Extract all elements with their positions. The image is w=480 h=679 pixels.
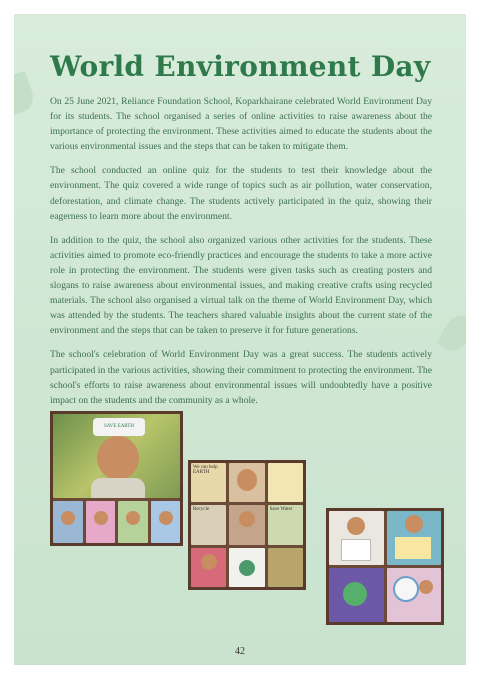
photo-collage-3 bbox=[326, 508, 444, 625]
photo-girl-with-poster bbox=[329, 511, 384, 565]
photo-child-with-poster bbox=[229, 505, 264, 544]
poster-tile: We can help EARTH bbox=[191, 463, 226, 502]
article-body bbox=[50, 94, 432, 417]
photo-boy-with-hat bbox=[53, 414, 180, 498]
hat-text: SAVE EARTH bbox=[93, 418, 145, 436]
paragraph-3: In addition to the quiz, the school also organized various other activities for the students. These activities aimed to promote eco-friendly practices and encourage the students to take a more active role in protecting the environment. The students were given tasks such as creating posters and slogans to raise awareness about environmental issues, and making creative crafts using recycled materials. The school also organised a virtual talk on the theme of World Environment Day, which was attended by the students. The teachers shared valuable insights about the current state of the environment and the steps that can be taken to preserve it for future generations. bbox=[50, 234, 432, 337]
photo-collage-1 bbox=[50, 411, 183, 546]
page-number: 42 bbox=[235, 646, 245, 657]
poster-tile: Recycle bbox=[191, 505, 226, 544]
photo-child-2 bbox=[86, 501, 116, 543]
paragraph-4: The school's celebration of World Environment Day was a great success. The students actively participated in the various activities, showing their commitment to protecting the environment. The school's efforts to raise awareness about environmental issues will undoubtedly have a positive impact on the students and the community as a whole. bbox=[50, 349, 432, 406]
photo-child-with-globe bbox=[229, 548, 264, 587]
photo-child-1 bbox=[53, 501, 83, 543]
photo-child-4 bbox=[151, 501, 181, 543]
photo-girl-smiling bbox=[229, 463, 264, 502]
photo-child-drawing bbox=[191, 548, 226, 587]
paragraph-2: The school conducted an online quiz for the students to test their knowledge about the environment. The quiz covered a wide range of topics such as air pollution, water conservation, deforestation, and climate change. The students actively participated in the quiz, showing their eagerness to learn more about the environment. bbox=[50, 165, 432, 222]
poster-tile: Save Water bbox=[268, 505, 303, 544]
photo-girl-with-headphones bbox=[387, 511, 442, 565]
page-title: World Environment Day bbox=[50, 50, 431, 83]
photo-child-with-plate bbox=[387, 568, 442, 622]
leaf-decoration bbox=[14, 71, 38, 116]
document-page bbox=[14, 14, 466, 665]
photo-craft bbox=[329, 568, 384, 622]
photo-child-painting bbox=[268, 548, 303, 587]
photo-child-3 bbox=[118, 501, 148, 543]
poster-tile bbox=[268, 463, 303, 502]
paragraph-1: On 25 June 2021, Reliance Foundation School, Koparkhairane celebrated World Environment Day for its students. The school organised a series of online activities to raise awareness about the importance of protecting the environment. These activities aimed to educate the students about the various environmental issues and the steps that can be taken to mitigate them. bbox=[50, 96, 432, 153]
photo-collage-2 bbox=[188, 460, 306, 590]
leaf-decoration bbox=[436, 310, 466, 356]
